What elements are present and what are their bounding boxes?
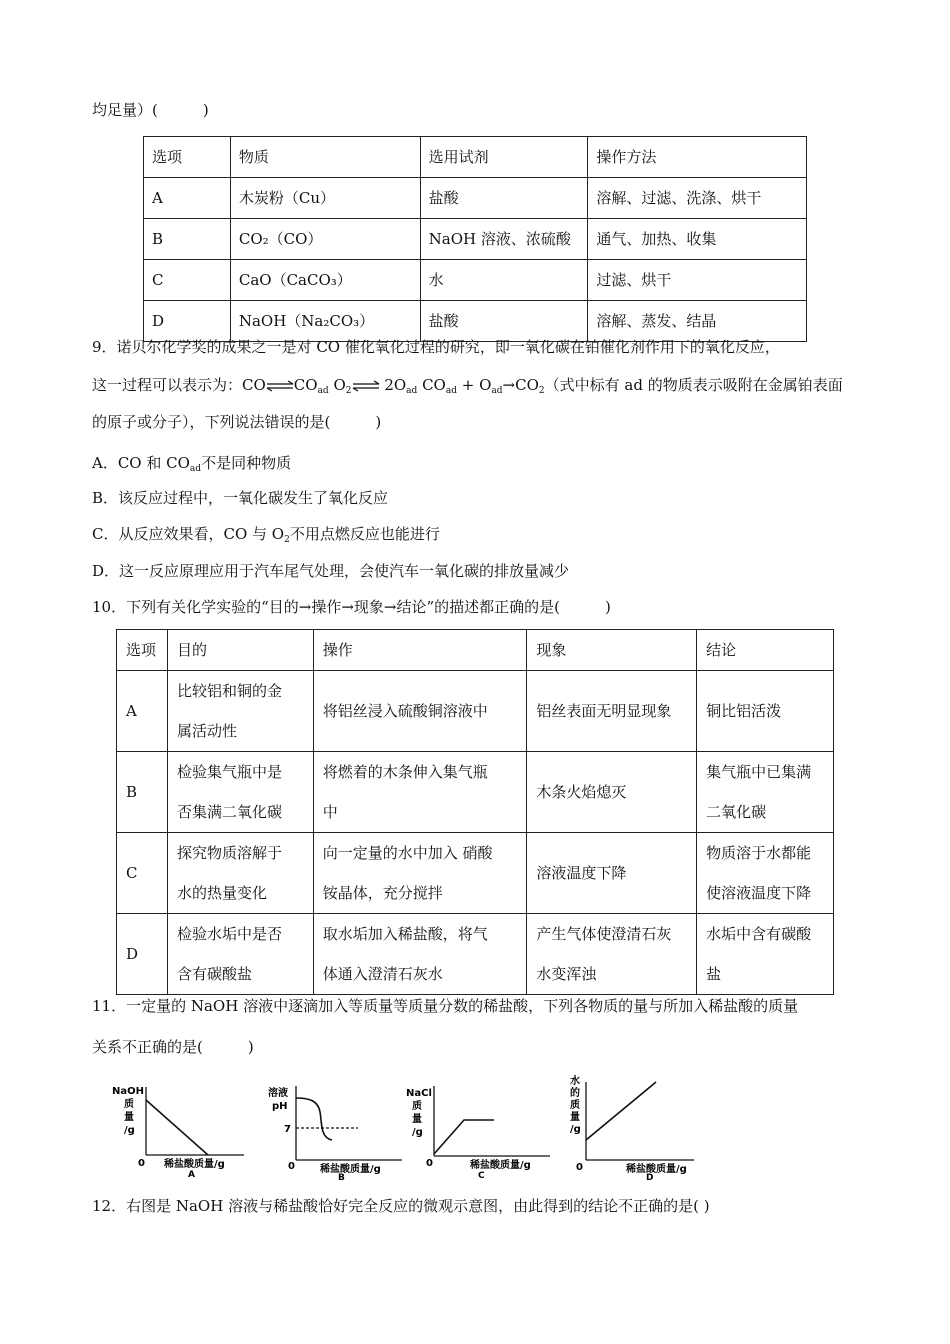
table-cell: A <box>144 178 231 219</box>
graph-b-origin: 0 <box>288 1161 295 1172</box>
table-cell: 木条火焰熄灭 <box>527 752 697 833</box>
table-cell: D <box>117 914 168 995</box>
option-a-text-end: 不是同种物质 <box>201 454 292 472</box>
table-cell: 铜比铝活泼 <box>697 671 834 752</box>
graph-c-ylabel-4: /g <box>412 1127 423 1138</box>
table-cell: 物质 <box>230 137 420 178</box>
table-cell: CaO（CaCO₃） <box>230 260 420 301</box>
subscript-ad: ad <box>406 386 418 396</box>
table-row <box>144 178 807 219</box>
question-9-option-b: B．该反应过程中，一氧化碳发生了氧化反应 <box>92 489 389 507</box>
table-cell: 探究物质溶解于 水的热量变化 <box>167 833 313 914</box>
eq-explanation: （式中标有 ad 的物质表示吸附在金属铂表面 <box>544 376 843 394</box>
graph-d <box>562 1076 702 1183</box>
table-row <box>144 260 807 301</box>
table-cell: B <box>144 219 231 260</box>
table-cell: 木炭粉（Cu） <box>230 178 420 219</box>
subscript-ad: ad <box>317 386 329 396</box>
graph-c-ylabel-3: 量 <box>412 1114 422 1125</box>
table-cell: 将铝丝浸入硫酸铜溶液中 <box>313 671 527 752</box>
graph-c-curve <box>434 1120 494 1154</box>
graph-c-xlabel: 稀盐酸质量/g <box>470 1160 531 1171</box>
question-8-table <box>143 136 807 342</box>
question-9-option-d: D．这一反应原理应用于汽车尾气处理，会使汽车一氧化碳的排放量减少 <box>92 562 570 580</box>
eq-text-2oad: 2O <box>384 376 407 394</box>
table-cell: 溶解、蒸发、结晶 <box>588 301 807 342</box>
table-row <box>117 914 834 995</box>
table-cell: CO₂（CO） <box>230 219 420 260</box>
reversible-arrow-icon <box>352 380 380 392</box>
question-8-tail: 均足量）( ) <box>92 101 209 119</box>
table-cell: D <box>144 301 231 342</box>
eq-text-co2: →CO <box>502 376 539 394</box>
graph-c-origin: 0 <box>426 1158 433 1169</box>
table-cell: 过滤、烘干 <box>588 260 807 301</box>
table-cell: 向一定量的水中加入 硝酸 铵晶体，充分搅拌 <box>313 833 527 914</box>
table-cell: B <box>117 752 168 833</box>
question-12-stem: 12．右图是 NaOH 溶液与稀盐酸恰好完全反应的微观示意图，由此得到的结论不正确的是( ) <box>92 1197 710 1215</box>
table-cell: NaOH 溶液、浓硫酸 <box>420 219 588 260</box>
reversible-arrow-icon <box>266 380 294 392</box>
graph-d-origin: 0 <box>576 1162 583 1173</box>
table-cell: 物质溶于水都能 使溶液温度下降 <box>697 833 834 914</box>
table-cell: 水 <box>420 260 588 301</box>
question-9-option-a <box>92 453 291 479</box>
graph-c <box>404 1082 554 1181</box>
graph-d-ylabel-1: 水 <box>570 1076 580 1087</box>
table-cell: 溶液温度下降 <box>527 833 697 914</box>
graph-a-ylabel-3: 量 <box>124 1112 134 1123</box>
question-9-option-c <box>92 524 440 550</box>
table-cell: 取水垢加入稀盐酸，将气 体通入澄清石灰水 <box>313 914 527 995</box>
graph-c-letter: C <box>478 1171 485 1181</box>
graph-a-curve <box>146 1100 208 1155</box>
graph-d-xlabel: 稀盐酸质量/g <box>626 1164 687 1175</box>
table-cell: 现象 <box>527 630 697 671</box>
question-10-stem: 10．下列有关化学实验的“目的→操作→现象→结论”的描述都正确的是( ) <box>92 598 611 616</box>
question-9-line1: 9．诺贝尔化学奖的成果之一是对 CO 催化氧化过程的研究，即一氧化碳在铂催化剂作用下的氧化反应， <box>92 338 780 356</box>
graph-c-ylabel-1: NaCl <box>406 1088 432 1099</box>
question-11-line1: 11．一定量的 NaOH 溶液中逐滴加入等质量等质量分数的稀盐酸，下列各物质的量与所加入稀盐酸的质量 <box>92 997 799 1015</box>
table-row <box>144 219 807 260</box>
option-c-text-end: 不用点燃反应也能进行 <box>289 525 440 543</box>
table-cell: 比较铝和铜的金 属活动性 <box>167 671 313 752</box>
table-cell: 选项 <box>144 137 231 178</box>
question-9-equation-line <box>92 375 843 401</box>
graph-a-ylabel-1: NaOH <box>112 1086 144 1097</box>
table-row <box>144 301 807 342</box>
eq-text-coad: CO <box>293 376 318 394</box>
eq-text-plus-oad: + O <box>457 376 492 394</box>
table-cell: 结论 <box>697 630 834 671</box>
table-cell: 检验水垢中是否 含有碳酸盐 <box>167 914 313 995</box>
table-cell: 集气瓶中已集满 二氧化碳 <box>697 752 834 833</box>
option-a-text: A．CO 和 CO <box>92 454 190 472</box>
table-row <box>117 671 834 752</box>
option-c-text: C．从反应效果看，CO 与 O <box>92 525 285 543</box>
graph-a-ylabel-4: /g <box>124 1125 135 1136</box>
table-cell: C <box>144 260 231 301</box>
table-cell: 盐酸 <box>420 301 588 342</box>
table-cell: 产生气体使澄清石灰 水变浑浊 <box>527 914 697 995</box>
question-9-line3: 的原子或分子），下列说法错误的是( ) <box>92 413 382 431</box>
subscript-2: 2 <box>538 386 545 396</box>
table-row <box>117 833 834 914</box>
table-cell: 选用试剂 <box>420 137 588 178</box>
table-cell: 通气、加热、收集 <box>588 219 807 260</box>
graph-d-ylabel-2: 的 <box>570 1088 580 1099</box>
eq-text-coad2: CO <box>422 376 446 394</box>
graph-b-letter: B <box>338 1173 345 1183</box>
table-cell: 盐酸 <box>420 178 588 219</box>
graph-a-letter: A <box>188 1170 195 1180</box>
subscript-ad: ad <box>445 386 457 396</box>
table-header-row <box>117 630 834 671</box>
question-10-table <box>116 629 834 995</box>
table-cell: 水垢中含有碳酸 盐 <box>697 914 834 995</box>
graph-b-ph7: 7 <box>284 1124 291 1135</box>
table-cell: 溶解、过滤、洗涤、烘干 <box>588 178 807 219</box>
graph-b-curve <box>296 1098 332 1140</box>
graph-a-ylabel-2: 质 <box>124 1099 134 1110</box>
question-11-line2: 关系不正确的是( ) <box>92 1038 254 1056</box>
subscript-2: 2 <box>284 535 290 545</box>
subscript-2: 2 <box>345 386 352 396</box>
table-cell: 铝丝表面无明显现象 <box>527 671 697 752</box>
graph-b-ylabel-1: 溶液 <box>268 1088 288 1099</box>
table-cell: 选项 <box>117 630 168 671</box>
table-cell: C <box>117 833 168 914</box>
graph-c-ylabel-2: 质 <box>412 1101 422 1112</box>
graph-d-ylabel-3: 质 <box>570 1100 580 1111</box>
graph-b-xlabel: 稀盐酸质量/g <box>320 1164 381 1175</box>
graph-d-letter: D <box>646 1173 654 1183</box>
table-header-row <box>144 137 807 178</box>
table-cell: 将燃着的木条伸入集气瓶 中 <box>313 752 527 833</box>
table-cell: A <box>117 671 168 752</box>
graph-a <box>108 1082 248 1180</box>
graph-b-ylabel-2: pH <box>272 1101 288 1112</box>
table-row <box>117 752 834 833</box>
table-cell: 目的 <box>167 630 313 671</box>
subscript-ad: ad <box>189 464 202 474</box>
graph-d-ylabel-4: 量 <box>570 1112 580 1123</box>
graph-a-xlabel: 稀盐酸质量/g <box>164 1159 225 1170</box>
subscript-ad: ad <box>491 386 503 396</box>
eq-text-o2: O <box>333 376 346 394</box>
eq-text-co: 这一过程可以表示为：CO <box>92 376 266 394</box>
graph-d-curve <box>586 1082 656 1140</box>
table-cell: NaOH（Na₂CO₃） <box>230 301 420 342</box>
table-cell: 操作 <box>313 630 527 671</box>
table-cell: 操作方法 <box>588 137 807 178</box>
graph-b <box>266 1082 406 1183</box>
graph-a-origin: 0 <box>138 1158 145 1169</box>
graph-d-ylabel-5: /g <box>570 1124 581 1135</box>
table-cell: 检验集气瓶中是 否集满二氧化碳 <box>167 752 313 833</box>
